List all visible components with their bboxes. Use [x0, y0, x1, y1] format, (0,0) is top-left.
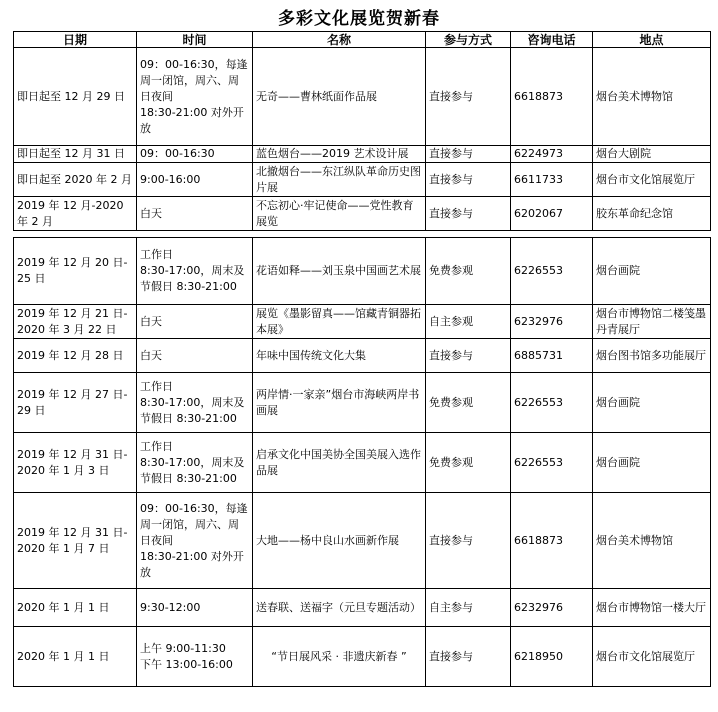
- page-title: 多彩文化展览贺新春: [278, 9, 440, 29]
- cell-time: 09：00-16:30，每逢周一闭馆，周六、周日夜间 18:30-21:00 对外开放: [137, 48, 253, 146]
- table-row: [14, 238, 711, 305]
- cell-phone: 6611733: [511, 163, 593, 197]
- cell-location: 烟台美术博物馆: [593, 493, 711, 589]
- table-row: [14, 48, 711, 146]
- cell-location: 烟台大剧院: [593, 146, 711, 163]
- cell-phone: 6232976: [511, 305, 593, 339]
- cell-phone: 6202067: [511, 197, 593, 231]
- cell-name: 蓝色烟台——2019 艺术设计展: [253, 146, 426, 163]
- cell-phone: 6885731: [511, 339, 593, 373]
- cell-time: 白天: [137, 339, 253, 373]
- table-row: [14, 589, 711, 627]
- header-row: [14, 32, 711, 48]
- cell-name: 北撤烟台——东江纵队革命历史图片展: [253, 163, 426, 197]
- cell-date: 即日起至 2020 年 2 月: [14, 163, 137, 197]
- cell-phone: 6618873: [511, 493, 593, 589]
- cell-name: 不忘初心·牢记使命——党性教育展览: [253, 197, 426, 231]
- table-row: [14, 339, 711, 373]
- table-row: [14, 146, 711, 163]
- header-phone: 咨询电话: [511, 32, 593, 48]
- cell-location: 烟台市文化馆展览厅: [593, 627, 711, 687]
- cell-participation: 直接参与: [426, 627, 511, 687]
- cell-date: 2019 年 12 月 27 日-29 日: [14, 373, 137, 433]
- cell-location: 烟台图书馆多功能展厅: [593, 339, 711, 373]
- cell-phone: 6226553: [511, 373, 593, 433]
- cell-participation: 直接参与: [426, 146, 511, 163]
- table-row: [14, 627, 711, 687]
- header-time: 时间: [137, 32, 253, 48]
- cell-name: 两岸情·一家亲”烟台市海峡两岸书画展: [253, 373, 426, 433]
- cell-time: 09：00-16:30，每逢周一闭馆，周六、周日夜间 18:30-21:00 对外开放: [137, 493, 253, 589]
- cell-phone: 6226553: [511, 238, 593, 305]
- cell-participation: 直接参与: [426, 163, 511, 197]
- cell-name: 花语如释——刘玉泉中国画艺术展: [253, 238, 426, 305]
- cell-name: 无奇——曹林纸面作品展: [253, 48, 426, 146]
- cell-location: 烟台画院: [593, 433, 711, 493]
- cell-phone: 6218950: [511, 627, 593, 687]
- cell-date: 2019 年 12 月-2020 年 2 月: [14, 197, 137, 231]
- header-participation: 参与方式: [426, 32, 511, 48]
- cell-name: 大地——杨中良山水画新作展: [253, 493, 426, 589]
- table-row: [14, 163, 711, 197]
- cell-date: 2019 年 12 月 31 日-2020 年 1 月 7 日: [14, 493, 137, 589]
- cell-participation: 免费参观: [426, 238, 511, 305]
- cell-participation: 自主参与: [426, 589, 511, 627]
- header-date: 日期: [14, 32, 137, 48]
- cell-date: 即日起至 12 月 31 日: [14, 146, 137, 163]
- cell-date: 2020 年 1 月 1 日: [14, 589, 137, 627]
- cell-participation: 直接参与: [426, 339, 511, 373]
- cell-date: 2020 年 1 月 1 日: [14, 627, 137, 687]
- cell-time: 白天: [137, 305, 253, 339]
- cell-date: 即日起至 12 月 29 日: [14, 48, 137, 146]
- cell-participation: 自主参观: [426, 305, 511, 339]
- cell-time: 09：00-16:30: [137, 146, 253, 163]
- cell-date: 2019 年 12 月 31 日-2020 年 1 月 3 日: [14, 433, 137, 493]
- header-name: 名称: [253, 32, 426, 48]
- cell-time: 工作日 8:30-17:00，周末及节假日 8:30-21:00: [137, 238, 253, 305]
- cell-location: 烟台市文化馆展览厅: [593, 163, 711, 197]
- table-row: [14, 493, 711, 589]
- cell-location: 胶东革命纪念馆: [593, 197, 711, 231]
- cell-location: 烟台画院: [593, 373, 711, 433]
- cell-name: 启承文化中国美协全国美展入选作品展: [253, 433, 426, 493]
- cell-time: 9:00-16:00: [137, 163, 253, 197]
- cell-phone: 6232976: [511, 589, 593, 627]
- table-gap: [14, 231, 711, 238]
- cell-date: 2019 年 12 月 28 日: [14, 339, 137, 373]
- cell-date: 2019 年 12 月 20 日-25 日: [14, 238, 137, 305]
- cell-participation: 免费参观: [426, 373, 511, 433]
- cell-time: 9:30-12:00: [137, 589, 253, 627]
- exhibition-table: [13, 31, 711, 687]
- cell-time: 上午 9:00-11:30 下午 13:00-16:00: [137, 627, 253, 687]
- cell-time: 白天: [137, 197, 253, 231]
- cell-participation: 免费参观: [426, 433, 511, 493]
- cell-time: 工作日 8:30-17:00，周末及节假日 8:30-21:00: [137, 373, 253, 433]
- cell-name: 年味中国传统文化大集: [253, 339, 426, 373]
- table-row: [14, 433, 711, 493]
- table-row: [14, 305, 711, 339]
- cell-participation: 直接参与: [426, 493, 511, 589]
- header-location: 地点: [593, 32, 711, 48]
- cell-name: “节日展风采 · 非遗庆新春 ”: [253, 627, 426, 687]
- cell-time: 工作日 8:30-17:00，周末及节假日 8:30-21:00: [137, 433, 253, 493]
- cell-location: 烟台画院: [593, 238, 711, 305]
- table-row: [14, 373, 711, 433]
- cell-phone: 6226553: [511, 433, 593, 493]
- cell-participation: 直接参与: [426, 197, 511, 231]
- cell-participation: 直接参与: [426, 48, 511, 146]
- cell-phone: 6224973: [511, 146, 593, 163]
- cell-location: 烟台市博物馆一楼大厅: [593, 589, 711, 627]
- cell-phone: 6618873: [511, 48, 593, 146]
- cell-name: 展览《墨影留真——馆藏青铜器拓本展》: [253, 305, 426, 339]
- cell-location: 烟台市博物馆二楼笺墨丹青展厅: [593, 305, 711, 339]
- cell-date: 2019 年 12 月 21 日-2020 年 3 月 22 日: [14, 305, 137, 339]
- table-row: [14, 197, 711, 231]
- cell-name: 送春联、送福字（元旦专题活动）: [253, 589, 426, 627]
- cell-location: 烟台美术博物馆: [593, 48, 711, 146]
